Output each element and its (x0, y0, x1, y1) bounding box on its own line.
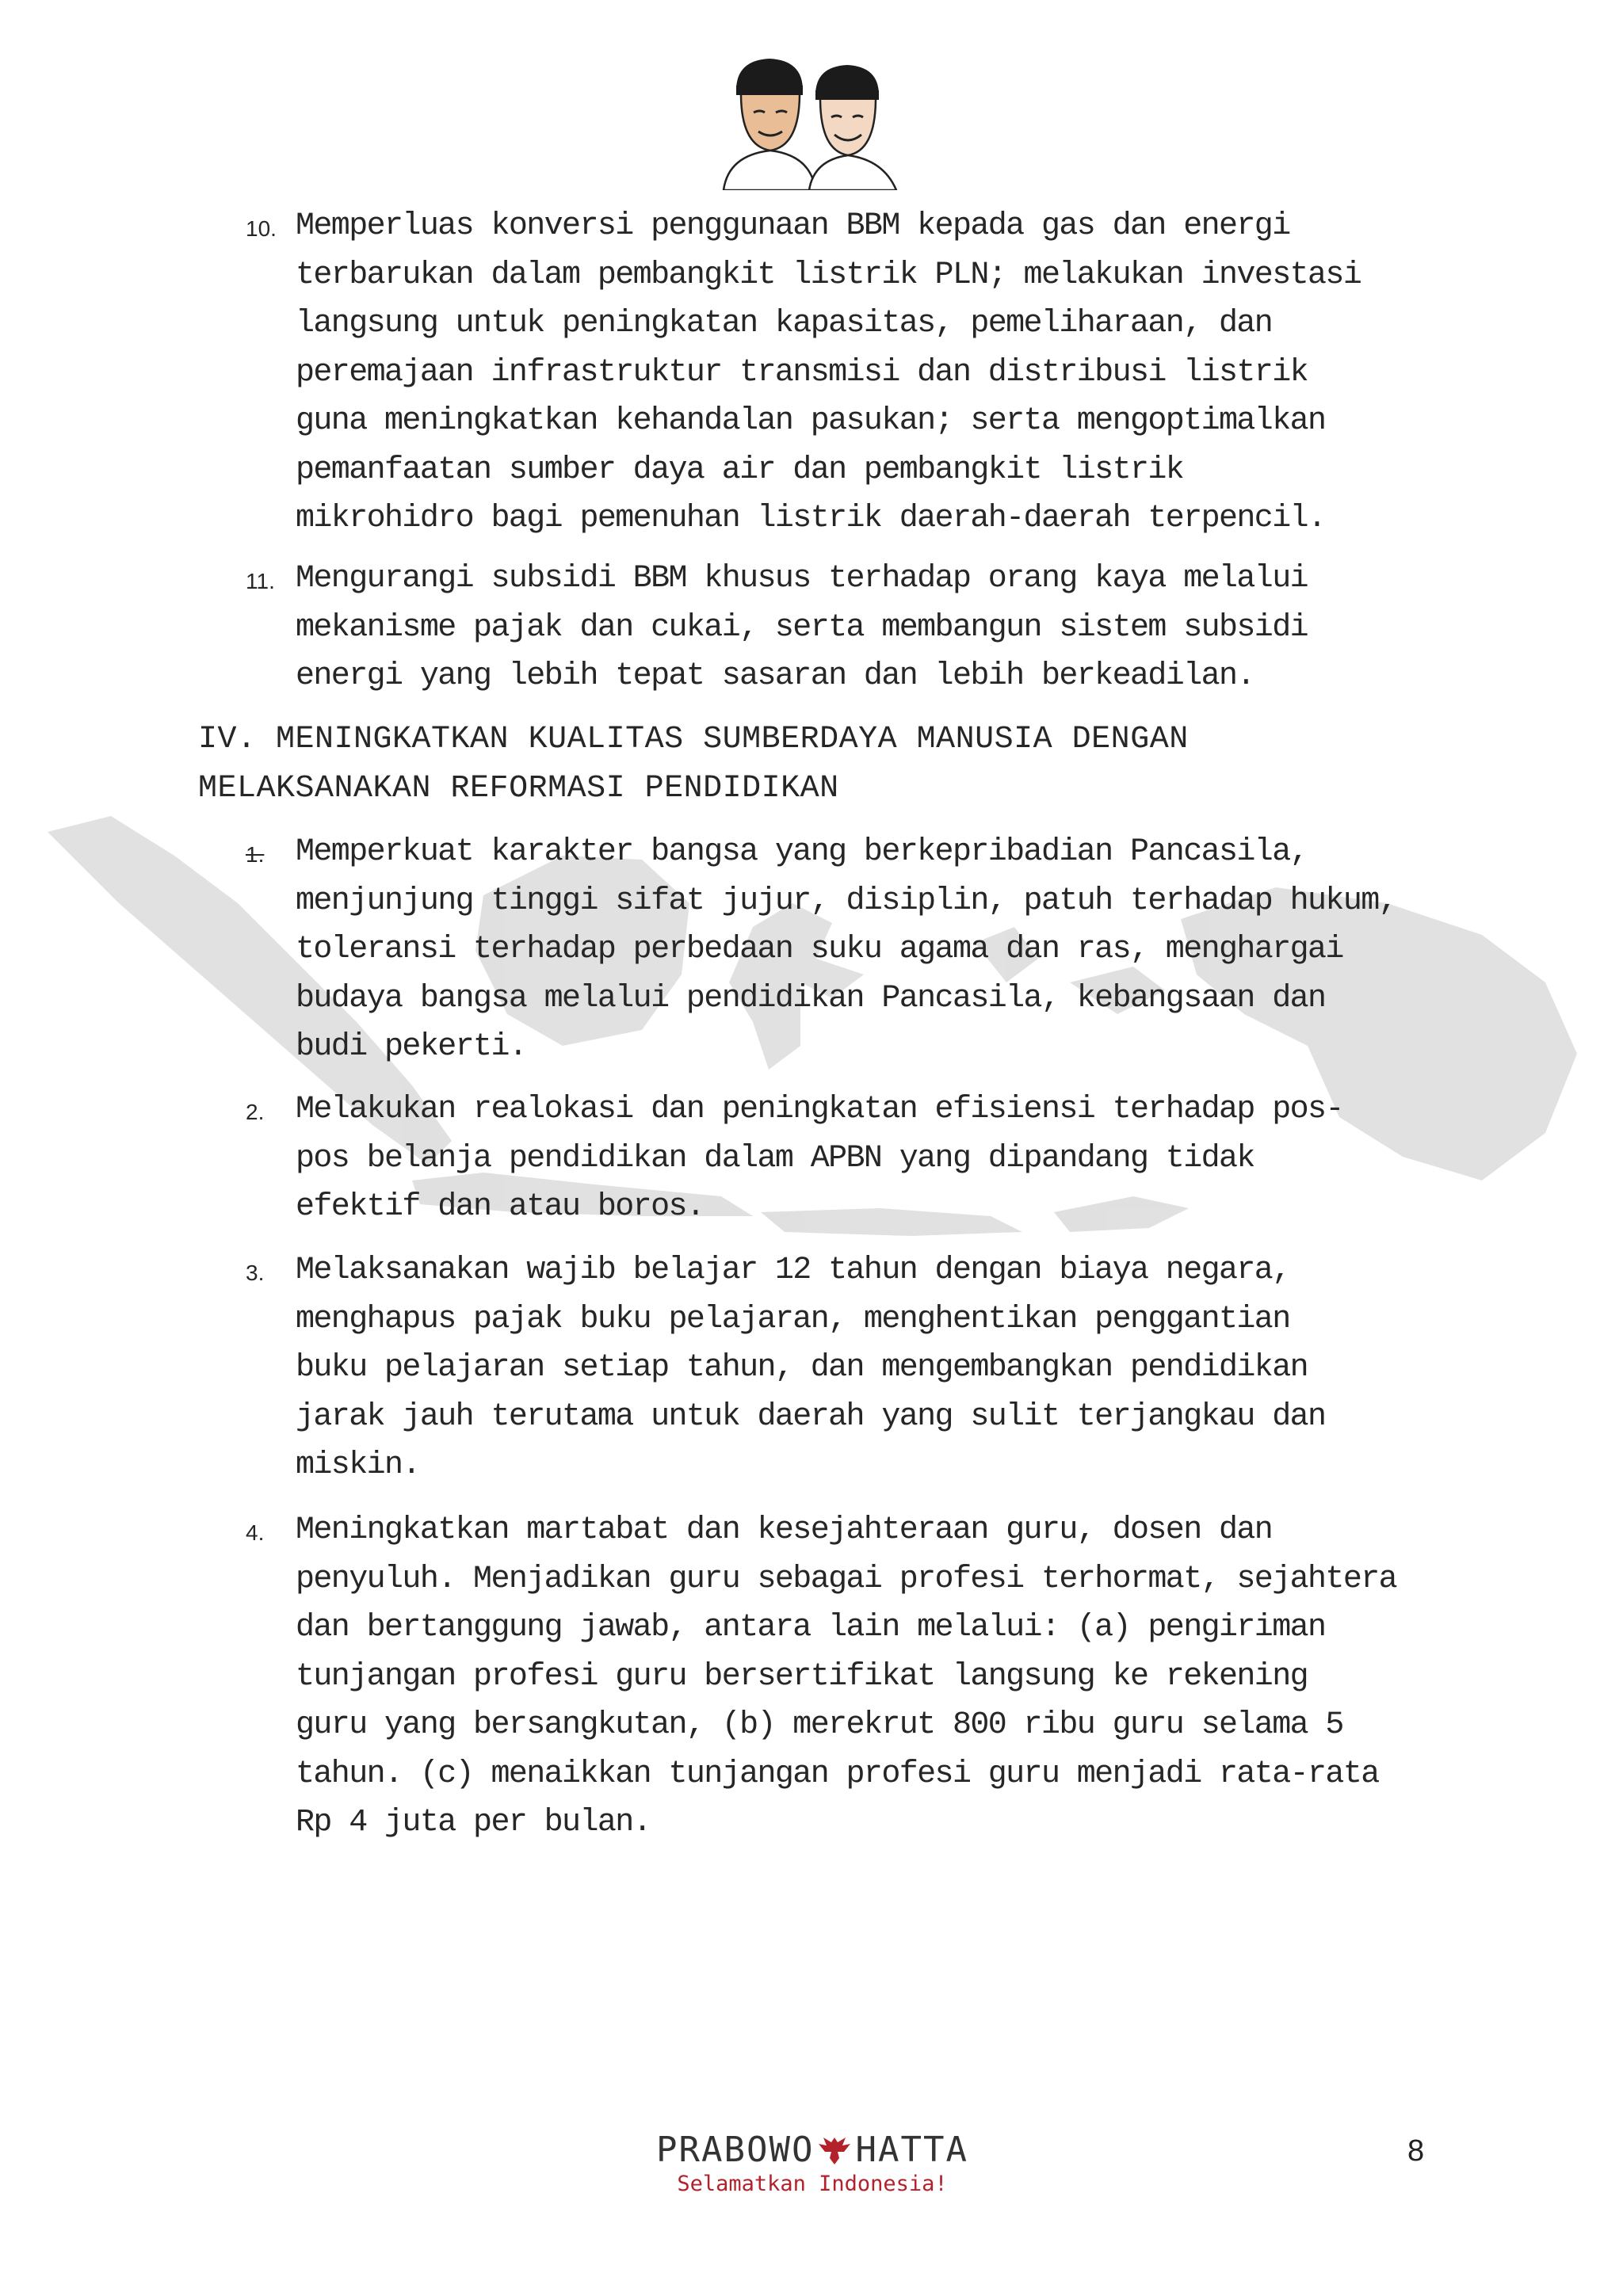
brand-row (626, 2130, 999, 2170)
list-item-text: Meningkatkan martabat dan kesejahteraan guru, dosen dan penyuluh. Menjadikan guru sebagai profesi terhormat, sejahtera dan bertanggung jawab, antara lain melalui: (a) pengiriman tunjangan profesi guru bersertifikat langsung ke rekening guru yang bersangkutan, (b) merekrut 800 ribu guru selama 5 tahun. (c) menaikkan tunjangan profesi guru menjadi rata-rata Rp 4 juta per bulan. (296, 1512, 1397, 1840)
footer-logo (626, 2130, 999, 2196)
list-number: 1. (246, 842, 265, 867)
list-number: 2. (246, 1100, 265, 1124)
brand-left: PRABOWO (656, 2130, 815, 2170)
list-item-text: Melaksanakan wajib belajar 12 tahun dengan biaya negara, menghapus pajak buku pelajaran, menghentikan penggantian buku pelajaran setiap tahun, dan mengembangkan pendidikan jarak jauh terutama untuk daerah yang sulit terjangkau dan miskin. (296, 1253, 1326, 1483)
list-item-text: Mengurangi subsidi BBM khusus terhadap orang kaya melalui mekanisme pajak dan cukai, serta membangun sistem subsidi energi yang lebih tepat sasaran dan lebih berkeadilan. (296, 561, 1308, 694)
list-item-text: Memperkuat karakter bangsa yang berkepribadian Pancasila, menjunjung tinggi sifat jujur, disiplin, patuh terhadap hukum, toleransi terhadap perbedaan suku agama dan ras, menghargai budaya bangsa melalui pendidikan Pancasila, kebangsaan dan budi pekerti. (296, 834, 1397, 1065)
section-heading: IV. MENINGKATKAN KUALITAS SUMBERDAYA MANUSIA DENGAN MELAKSANAKAN REFORMASI PENDIDIKAN (198, 722, 1189, 807)
list-number: 10. (246, 216, 277, 241)
list-number: 11. (246, 569, 275, 593)
page-number: 8 (1407, 2134, 1425, 2168)
list-number: 4. (246, 1520, 265, 1545)
list-item-text: Melakukan realokasi dan peningkatan efisiensi terhadap pos- pos belanja pendidikan dalam APBN yang dipandang tidak efektif dan atau boros. (296, 1092, 1343, 1225)
garuda-emblem-icon (817, 2134, 852, 2166)
tagline: Selamatkan Indonesia! (677, 2172, 948, 2196)
candidates-illustration (720, 49, 902, 190)
brand-right: HATTA (855, 2130, 968, 2170)
list-number: 3. (246, 1261, 265, 1285)
list-item-text: Memperluas konversi penggunaan BBM kepada gas dan energi terbarukan dalam pembangkit listrik PLN; melakukan investasi langsung untuk peningkatan kapasitas, pemeliharaan, dan peremajaan infrastruktur transmisi dan distribusi listrik guna meningkatkan kehandalan pasukan; serta mengoptimalkan pemanfaatan sumber daya air dan pembangkit listrik mikrohidro bagi pemenuhan listrik daerah-daerah terpencil. (296, 208, 1361, 536)
